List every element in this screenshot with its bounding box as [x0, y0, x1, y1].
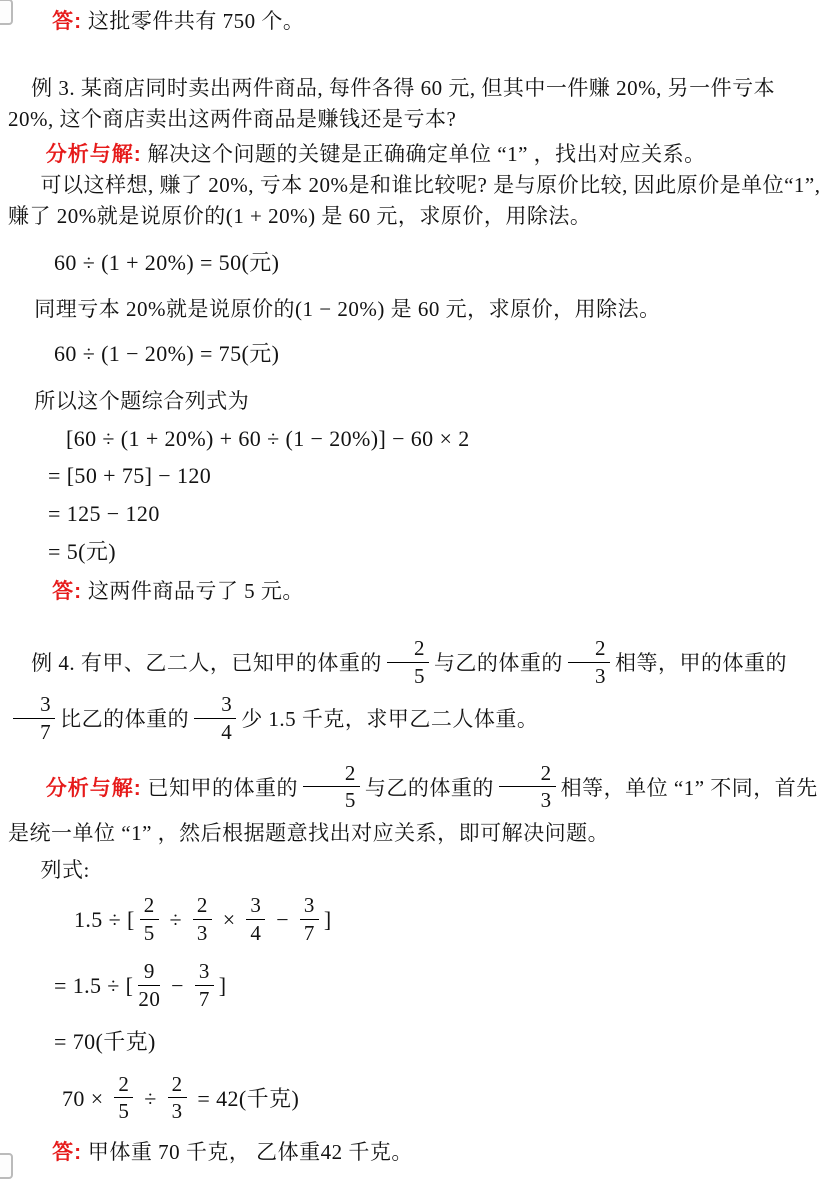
text-run: ] [218, 973, 227, 999]
red-label: 答: [52, 580, 83, 603]
text-run: 与乙的体重的 [433, 650, 563, 675]
red-label: 分析与解: [45, 143, 142, 166]
fraction-numerator: 2 [140, 894, 159, 920]
formula-ex3-step1 [66, 424, 826, 454]
fraction [246, 894, 265, 944]
fraction [194, 693, 236, 743]
fraction-denominator: 5 [118, 1099, 130, 1124]
fraction [193, 894, 212, 944]
text-run: 列式: [40, 858, 90, 883]
fraction-denominator: 4 [221, 720, 233, 745]
text-run: = 125 − 120 [48, 501, 160, 526]
text-run: ÷ [138, 1085, 163, 1111]
para-ex3-loss [8, 294, 826, 325]
text-run: 相等，甲的体重的 [615, 650, 788, 675]
fraction-numerator: 2 [114, 1073, 133, 1099]
text-run: = 70(千克) [54, 1028, 156, 1054]
formula-ex4-step4 [62, 1073, 826, 1129]
text-run: = 1.5 ÷ [ [54, 973, 134, 999]
text-run: 例 4. 有甲、乙二人，已知甲的体重的 [31, 650, 382, 675]
document-page [0, 6, 834, 1172]
red-label: 答: [52, 10, 83, 33]
text-run: 少 1.5 千克，求甲乙二人体重。 [241, 707, 539, 732]
fraction [303, 762, 360, 812]
fraction-denominator: 7 [40, 720, 52, 745]
answer-line-parts [8, 6, 826, 37]
text-run: ÷ [163, 907, 188, 933]
fraction [568, 637, 610, 687]
answer-line-ex3 [8, 576, 826, 607]
page-edge-artifact-bottom [0, 1153, 13, 1179]
fraction-numerator: 2 [193, 894, 212, 920]
text-run: = 5(元) [48, 539, 116, 564]
answer-line-ex4 [8, 1137, 826, 1168]
text-run: 与乙的体重的 [364, 775, 494, 800]
text-run: 比乙的体重的 [60, 707, 190, 732]
fraction-numerator: 3 [194, 693, 236, 719]
fraction-numerator: 3 [300, 894, 319, 920]
fraction-denominator: 7 [303, 920, 315, 945]
fraction-denominator: 5 [344, 788, 356, 813]
fraction-numerator: 3 [195, 960, 214, 986]
formula-ex3-step2 [48, 461, 826, 491]
fraction-numerator: 3 [246, 894, 265, 920]
text-run: 1.5 ÷ [ [74, 907, 135, 933]
text-run: 60 ÷ (1 + 20%) = 50(元) [54, 250, 280, 275]
fraction-numerator: 2 [568, 637, 610, 663]
fraction [140, 894, 159, 944]
fraction-denominator: 3 [171, 1099, 183, 1124]
fraction [387, 637, 429, 687]
fraction-numerator: 3 [13, 693, 55, 719]
fraction-numerator: 2 [303, 762, 360, 788]
red-label: 分析与解: [45, 776, 142, 800]
formula-ex3-gain [54, 248, 826, 278]
text-run: 70 × [62, 1085, 110, 1111]
formula-ex3-step3 [48, 499, 826, 529]
fraction [300, 894, 319, 944]
document-content [8, 6, 826, 1168]
text-run: 例 3. 某商店同时卖出两件商品, 每件各得 60 元, 但其中一件赚 20%, 另一件亏本 20%, 这个商店卖出这两件商品是赚钱还是亏本? [8, 76, 776, 131]
text-run: ] [323, 907, 332, 933]
fraction-denominator: 7 [198, 987, 210, 1012]
fraction-numerator: 2 [499, 762, 556, 788]
text-run: 同理亏本 20%就是说原价的(1 − 20%) 是 60 元，求原价，用除法。 [34, 297, 661, 321]
formula-ex3-step4 [48, 537, 826, 567]
analysis-ex3 [8, 139, 826, 170]
formula-ex4-step2 [54, 960, 826, 1016]
text-run: × [216, 907, 242, 933]
fraction [168, 1073, 187, 1123]
analysis-ex3-reasoning [8, 170, 826, 232]
fraction-denominator: 5 [413, 663, 425, 688]
text-run: [60 ÷ (1 + 20%) + 60 ÷ (1 − 20%)] − 60 × 2 [66, 426, 470, 451]
fraction [138, 960, 160, 1010]
analysis-ex4 [8, 762, 826, 849]
fraction [114, 1073, 133, 1123]
text-run: 这批零件共有 750 个。 [82, 9, 305, 33]
example-3-problem [8, 73, 826, 135]
text-run: 这两件商品亏了 5 元。 [82, 579, 304, 603]
fraction-denominator: 3 [540, 788, 552, 813]
text-run: 相等，单位 “1” 不同，首先是统一单位 “1” ，然后根据题意找出对应关系，即可解决问题。 [8, 775, 818, 846]
fraction-numerator: 2 [387, 637, 429, 663]
red-label: 答: [52, 1141, 83, 1165]
formula-ex4-step3 [54, 1027, 826, 1057]
text-run: − [270, 907, 295, 933]
formula-ex4-step1 [74, 894, 826, 950]
text-run: 所以这个题综合列式为 [34, 389, 250, 413]
text-run: 可以这样想, 赚了 20%, 亏本 20%是和谁比较呢? 是与原价比较, 因此原价是单位“1”, 赚了 20%就是说原价的(1 + 20%) 是 60 元，求原价，用除法。 [8, 173, 821, 228]
text-run: − [165, 973, 190, 999]
fraction [13, 693, 55, 743]
page-edge-artifact-top [0, 0, 13, 25]
fraction-denominator: 20 [138, 987, 161, 1012]
text-run: 60 ÷ (1 − 20%) = 75(元) [54, 341, 280, 366]
para-lieshi [8, 855, 826, 886]
fraction-numerator: 9 [138, 960, 160, 986]
fraction [195, 960, 214, 1010]
fraction-numerator: 2 [168, 1073, 187, 1099]
text-run: 甲体重 70 千克， 乙体重42 千克。 [82, 1140, 413, 1165]
fraction-denominator: 5 [143, 920, 155, 945]
fraction [499, 762, 556, 812]
para-ex3-combined [8, 386, 826, 417]
example-4-problem [8, 637, 826, 750]
text-run: 已知甲的体重的 [141, 775, 299, 800]
formula-ex3-loss [54, 339, 826, 369]
fraction-denominator: 4 [250, 920, 262, 945]
text-run: = [50 + 75] − 120 [48, 463, 212, 488]
fraction-denominator: 3 [595, 663, 607, 688]
text-run: 解决这个问题的关键是正确确定单位 “1” ，找出对应关系。 [141, 142, 706, 166]
text-run: = 42(千克) [191, 1085, 300, 1111]
fraction-denominator: 3 [196, 920, 208, 945]
